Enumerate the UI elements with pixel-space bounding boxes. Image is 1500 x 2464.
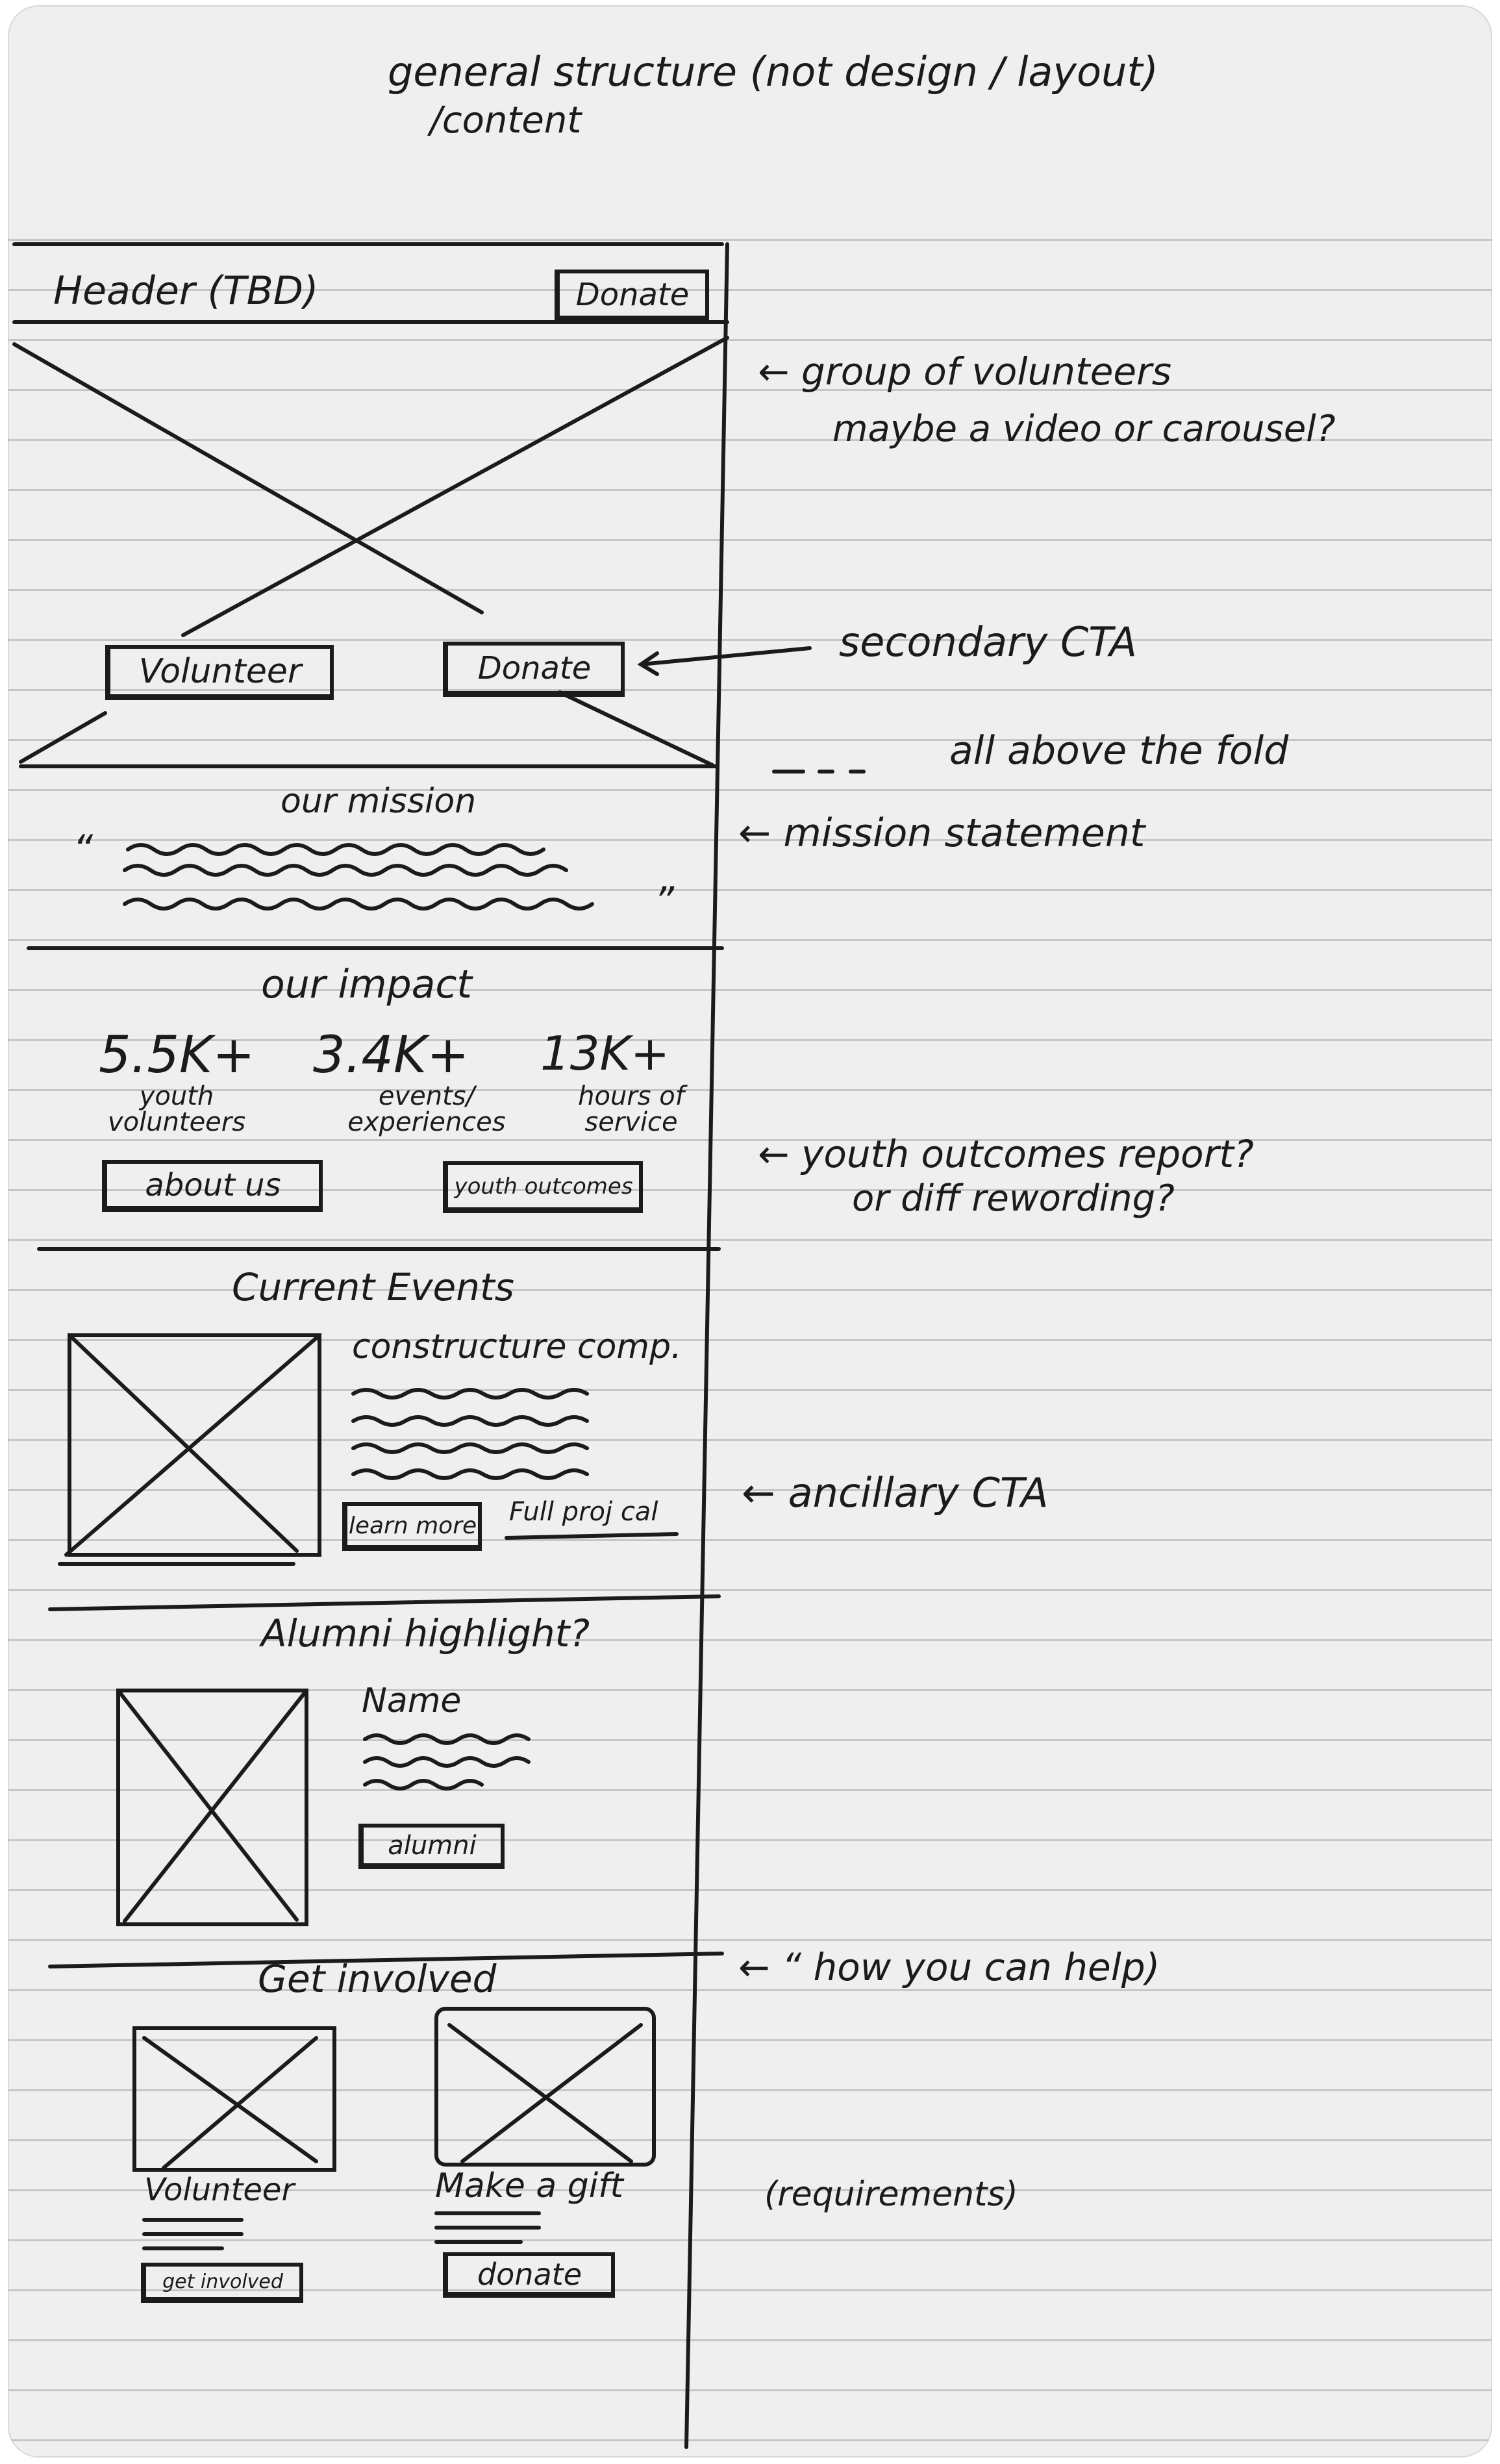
gift-image-placeholder bbox=[436, 2009, 654, 2165]
annotation-youth: or diff rewording? bbox=[852, 1177, 1175, 1220]
gift-donate-button[interactable]: donate bbox=[443, 2252, 615, 2298]
impact-stat-value: 13K+ bbox=[540, 1026, 670, 1081]
alumni-text-line bbox=[365, 1735, 529, 1743]
alumni-heading: Alumni highlight? bbox=[261, 1611, 590, 1655]
alumni-image-x bbox=[118, 1691, 297, 1920]
full-link-underline bbox=[506, 1534, 677, 1538]
impact-heading: our impact bbox=[261, 962, 472, 1007]
annotation-youth: ← youth outcomes report? bbox=[758, 1132, 1254, 1176]
event-text-line bbox=[353, 1470, 587, 1478]
page-note-subtitle: /content bbox=[430, 99, 582, 142]
event-text-line bbox=[353, 1417, 587, 1425]
section-divider bbox=[50, 1596, 719, 1609]
mission-open-quote: “ bbox=[73, 827, 94, 872]
impact-stat-value: 3.4K+ bbox=[313, 1026, 469, 1085]
alumni-text-line bbox=[365, 1781, 482, 1789]
mission-text-line bbox=[128, 845, 544, 854]
mission-heading: our mission bbox=[281, 782, 477, 821]
annotation-hero: ← group of volunteers bbox=[758, 349, 1172, 394]
annotation-fold: all above the fold bbox=[949, 728, 1289, 773]
learn-more-button[interactable]: learn more bbox=[342, 1502, 482, 1551]
hero-donate-button[interactable]: Donate bbox=[443, 642, 625, 697]
full-project-calendar-link[interactable]: Full proj cal bbox=[509, 1497, 658, 1527]
annotation-hero: maybe a video or carousel? bbox=[832, 408, 1336, 450]
alumni-name: Name bbox=[362, 1681, 462, 1720]
events-heading: Current Events bbox=[232, 1265, 514, 1309]
frame-divider bbox=[686, 244, 727, 2447]
header-label: Header (TBD) bbox=[53, 268, 319, 314]
mission-text-line bbox=[125, 899, 592, 909]
get-involved-button[interactable]: get involved bbox=[141, 2263, 303, 2303]
hero-x-stroke bbox=[560, 692, 712, 765]
cta-arrow-line bbox=[641, 648, 810, 664]
gift-card-title: Make a gift bbox=[435, 2167, 623, 2206]
about-us-button[interactable]: about us bbox=[102, 1160, 323, 1212]
hero-x-stroke bbox=[21, 713, 105, 762]
volunteer-image-x bbox=[144, 2038, 316, 2161]
page-note-title: general structure (not design / layout) bbox=[388, 48, 1158, 95]
annotation-help: ← “ how you can help) bbox=[738, 1945, 1160, 1989]
impact-stat-label: hours of service bbox=[578, 1081, 684, 1137]
annotation-requirements: (requirements) bbox=[764, 2175, 1018, 2214]
mission-text-line bbox=[125, 866, 566, 875]
hero-x-stroke bbox=[14, 344, 482, 612]
header-donate-button[interactable]: Donate bbox=[555, 270, 709, 321]
youth-outcomes-button[interactable]: youth outcomes bbox=[443, 1161, 643, 1213]
annotation-mission: ← mission statement bbox=[738, 811, 1145, 856]
gift-image-x bbox=[462, 2025, 641, 2161]
event-text-line bbox=[353, 1444, 587, 1452]
annotation-events-cta: ← ancillary CTA bbox=[742, 1469, 1049, 1516]
alumni-button[interactable]: alumni bbox=[358, 1824, 505, 1869]
impact-stat-value: 5.5K+ bbox=[99, 1026, 255, 1085]
annotation-cta: secondary CTA bbox=[839, 618, 1137, 666]
volunteer-card-title: Volunteer bbox=[144, 2172, 295, 2208]
alumni-image-x bbox=[125, 1691, 306, 1921]
event-title: constructure comp. bbox=[352, 1327, 682, 1366]
alumni-text-line bbox=[365, 1758, 529, 1766]
mission-close-quote: ” bbox=[654, 879, 675, 924]
sketch-strokes bbox=[8, 5, 1492, 2458]
event-text-line bbox=[353, 1390, 587, 1398]
involved-heading: Get involved bbox=[258, 1957, 497, 2001]
volunteer-image-x bbox=[164, 2038, 316, 2168]
notebook-page bbox=[8, 5, 1492, 2458]
impact-stat-label: youth volunteers bbox=[107, 1081, 246, 1137]
impact-stat-label: events/ experiences bbox=[347, 1081, 506, 1137]
hero-volunteer-button[interactable]: Volunteer bbox=[105, 645, 334, 700]
gift-image-x bbox=[449, 2025, 631, 2161]
event-image-x bbox=[69, 1335, 297, 1551]
